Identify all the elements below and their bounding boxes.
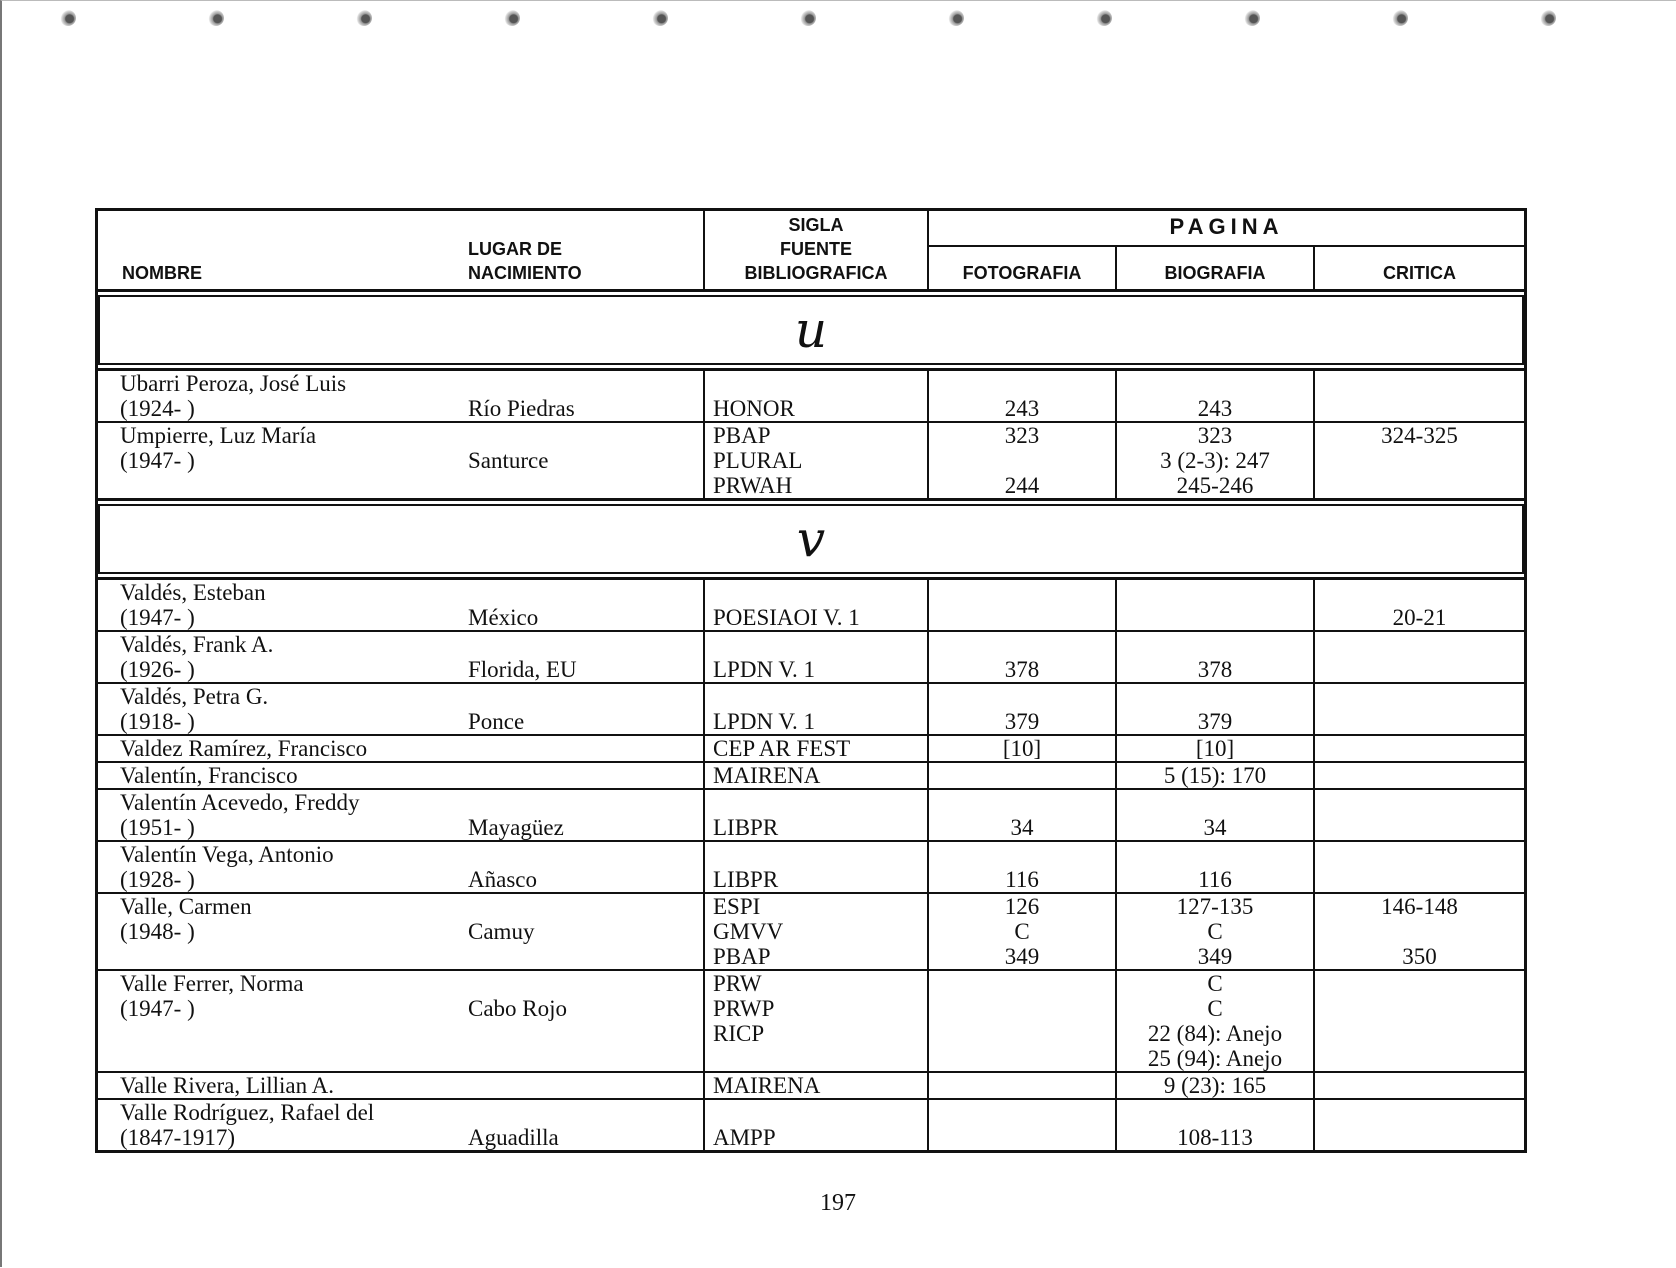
cell-biografia	[1116, 422, 1314, 500]
binder-hole	[652, 10, 668, 26]
cell-line	[120, 1046, 456, 1071]
cell-line: RICP	[713, 1021, 765, 1046]
cell-line	[1319, 632, 1520, 657]
cell-line: PBAP	[713, 944, 771, 969]
cell-fotografia	[928, 735, 1116, 762]
cell-line	[1319, 684, 1520, 709]
cell-nombre	[98, 422, 460, 500]
cell-line	[1319, 971, 1520, 996]
cell-line: C	[1014, 919, 1030, 944]
cell-line	[1319, 580, 1520, 605]
cell-line	[120, 473, 456, 498]
cell-line: 20-21	[1392, 605, 1447, 630]
cell-critica	[1314, 370, 1524, 423]
cell-line: Valdez Ramírez, Francisco	[120, 736, 368, 761]
cell-critica	[1314, 735, 1524, 762]
cell-line	[933, 1125, 1111, 1150]
cell-line: 116	[1198, 867, 1232, 892]
cell-line	[1121, 371, 1309, 396]
cell-line: LPDN V. 1	[713, 657, 816, 682]
cell-sigla	[704, 1099, 928, 1150]
cell-line: 323	[1197, 423, 1233, 448]
cell-sigla	[704, 970, 928, 1072]
cell-line	[468, 1073, 699, 1098]
cell-nombre	[98, 970, 460, 1072]
cell-line	[713, 371, 923, 396]
cell-biografia	[1116, 683, 1314, 735]
cell-line: 5 (15): 170	[1163, 763, 1267, 788]
cell-line	[933, 632, 1111, 657]
cell-critica	[1314, 422, 1524, 500]
cell-line: ESPI	[713, 894, 761, 919]
cell-line: Camuy	[468, 919, 535, 944]
binder-hole	[60, 10, 76, 26]
cell-line	[1319, 396, 1520, 421]
cell-fotografia	[928, 422, 1116, 500]
cell-line: Cabo Rojo	[468, 996, 568, 1021]
cell-line: AMPP	[713, 1125, 776, 1150]
cell-line	[1319, 1100, 1520, 1125]
cell-critica	[1314, 970, 1524, 1072]
cell-line	[1121, 632, 1309, 657]
cell-fotografia	[928, 370, 1116, 423]
table-row	[98, 1099, 1524, 1150]
cell-line: 349	[1197, 944, 1233, 969]
author-index-table	[95, 208, 1527, 1153]
cell-line	[1319, 473, 1520, 498]
cell-critica	[1314, 579, 1524, 632]
cell-line: 349	[1004, 944, 1040, 969]
cell-line	[713, 632, 923, 657]
cell-line: HONOR	[713, 396, 795, 421]
cell-fotografia	[928, 1072, 1116, 1099]
cell-line	[468, 632, 699, 657]
cell-line	[1121, 580, 1309, 605]
cell-line	[933, 448, 1111, 473]
cell-line: 34	[1203, 815, 1227, 840]
table-row	[98, 370, 1524, 423]
section-letter-cell	[98, 291, 1524, 370]
binder-hole	[1096, 10, 1112, 26]
cell-line	[1319, 1125, 1520, 1150]
cell-line	[1319, 1046, 1520, 1071]
cell-biografia	[1116, 893, 1314, 970]
cell-sigla	[704, 422, 928, 500]
cell-nombre	[98, 370, 460, 423]
cell-nombre	[98, 762, 460, 789]
cell-line: 146-148	[1381, 894, 1458, 919]
cell-line: MAIRENA	[713, 763, 821, 788]
cell-line	[468, 736, 699, 761]
header-lugar: LUGAR DE NACIMIENTO	[460, 211, 704, 291]
cell-line: (1951- )	[120, 815, 195, 840]
cell-line: LIBPR	[713, 867, 779, 892]
table-row	[98, 789, 1524, 841]
cell-line: PLURAL	[713, 448, 803, 473]
cell-nombre	[98, 631, 460, 683]
cell-line	[933, 842, 1111, 867]
cell-line: 116	[1005, 867, 1039, 892]
cell-nombre	[98, 789, 460, 841]
cell-line: Valentín, Francisco	[120, 763, 298, 788]
cell-biografia	[1116, 631, 1314, 683]
cell-line: GMVV	[713, 919, 784, 944]
cell-line	[1319, 448, 1520, 473]
cell-line: MAIRENA	[713, 1073, 821, 1098]
cell-sigla	[704, 1072, 928, 1099]
cell-line	[1121, 790, 1309, 815]
cell-line: [10]	[1195, 736, 1235, 761]
cell-sigla	[704, 683, 928, 735]
cell-line: 34	[1010, 815, 1034, 840]
cell-fotografia	[928, 631, 1116, 683]
binder-hole	[800, 10, 816, 26]
cell-lugar	[460, 683, 704, 735]
cell-lugar	[460, 762, 704, 789]
cell-critica	[1314, 893, 1524, 970]
cell-line: Aguadilla	[468, 1125, 559, 1150]
table-row	[98, 631, 1524, 683]
cell-line: LPDN V. 1	[713, 709, 816, 734]
cell-line: C	[1207, 971, 1223, 996]
cell-line	[1319, 736, 1520, 761]
cell-lugar	[460, 893, 704, 970]
cell-line	[1121, 842, 1309, 867]
cell-line: Valle Ferrer, Norma	[120, 971, 304, 996]
cell-sigla	[704, 789, 928, 841]
cell-line: [10]	[1002, 736, 1042, 761]
cell-nombre	[98, 1072, 460, 1099]
cell-line	[468, 580, 699, 605]
table-row	[98, 579, 1524, 632]
cell-line	[713, 1046, 923, 1071]
cell-line	[1121, 684, 1309, 709]
cell-line	[468, 894, 699, 919]
cell-line	[1319, 842, 1520, 867]
cell-line: PBAP	[713, 423, 771, 448]
cell-line	[933, 1100, 1111, 1125]
section-letter-row	[98, 291, 1524, 370]
header-sigla: SIGLA FUENTE BIBLIOGRAFICA	[704, 211, 928, 291]
cell-line	[1319, 371, 1520, 396]
cell-line	[1121, 1100, 1309, 1125]
binder-hole	[356, 10, 372, 26]
cell-line: 350	[1402, 944, 1437, 969]
cell-lugar	[460, 735, 704, 762]
cell-line: Valle, Carmen	[120, 894, 252, 919]
cell-line: C	[1207, 919, 1223, 944]
cell-line: (1926- )	[120, 657, 195, 682]
binder-holes	[60, 10, 1666, 30]
cell-line	[468, 423, 699, 448]
cell-line: Valentín Vega, Antonio	[120, 842, 334, 867]
cell-lugar	[460, 1099, 704, 1150]
cell-line: PRWP	[713, 996, 775, 1021]
header-nombre: NOMBRE	[122, 263, 202, 283]
cell-sigla	[704, 370, 928, 423]
header-pagina: PAGINA	[928, 211, 1524, 246]
table-row	[98, 683, 1524, 735]
section-letter: v	[98, 504, 1524, 574]
cell-line	[1121, 605, 1309, 630]
cell-line	[1319, 657, 1520, 682]
cell-line	[1319, 709, 1520, 734]
cell-line: C	[1207, 996, 1223, 1021]
cell-line	[1319, 763, 1520, 788]
cell-line: 9 (23): 165	[1163, 1073, 1267, 1098]
binder-hole	[504, 10, 520, 26]
cell-line	[1319, 790, 1520, 815]
header-fotografia: FOTOGRAFIA	[928, 246, 1116, 291]
cell-line	[713, 790, 923, 815]
cell-line: CEP AR FEST	[713, 736, 851, 761]
cell-line	[468, 684, 699, 709]
cell-line: 3 (2-3): 247	[1160, 448, 1270, 473]
cell-sigla	[704, 631, 928, 683]
cell-line: PRW	[713, 971, 762, 996]
cell-critica	[1314, 631, 1524, 683]
cell-biografia	[1116, 1072, 1314, 1099]
table-row	[98, 1072, 1524, 1099]
cell-line	[713, 1100, 923, 1125]
cell-line: Ponce	[468, 709, 525, 734]
cell-line: Añasco	[468, 867, 537, 892]
cell-line	[468, 790, 699, 815]
cell-biografia	[1116, 1099, 1314, 1150]
cell-critica	[1314, 1099, 1524, 1150]
cell-line	[933, 684, 1111, 709]
cell-line	[120, 1021, 456, 1046]
cell-sigla	[704, 579, 928, 632]
cell-biografia	[1116, 970, 1314, 1072]
cell-line: Valdés, Esteban	[120, 580, 266, 605]
cell-line	[120, 944, 456, 969]
cell-line: 324-325	[1381, 423, 1458, 448]
cell-line	[1319, 867, 1520, 892]
cell-nombre	[98, 893, 460, 970]
table-row	[98, 422, 1524, 500]
cell-line: (1924- )	[120, 396, 195, 421]
cell-lugar	[460, 422, 704, 500]
cell-line	[933, 996, 1111, 1021]
cell-line: Valle Rivera, Lillian A.	[120, 1073, 334, 1098]
cell-line: Valentín Acevedo, Freddy	[120, 790, 360, 815]
cell-line: 243	[1004, 396, 1040, 421]
cell-fotografia	[928, 1099, 1116, 1150]
cell-line: 25 (94): Anejo	[1147, 1046, 1283, 1071]
cell-fotografia	[928, 893, 1116, 970]
cell-line: Mayagüez	[468, 815, 564, 840]
binder-hole	[1540, 10, 1556, 26]
section-letter: u	[98, 295, 1524, 365]
cell-line	[468, 842, 699, 867]
cell-line: Valdés, Frank A.	[120, 632, 274, 657]
cell-line	[713, 842, 923, 867]
page-number: 197	[820, 1190, 856, 1216]
cell-line	[933, 580, 1111, 605]
cell-line: Valle Rodríguez, Rafael del	[120, 1100, 375, 1125]
cell-biografia	[1116, 579, 1314, 632]
cell-line	[468, 944, 699, 969]
cell-line	[933, 605, 1111, 630]
cell-line	[933, 371, 1111, 396]
cell-critica	[1314, 683, 1524, 735]
cell-sigla	[704, 841, 928, 893]
cell-line: Río Piedras	[468, 396, 575, 421]
cell-line	[1319, 815, 1520, 840]
cell-line: (1928- )	[120, 867, 195, 892]
cell-fotografia	[928, 579, 1116, 632]
header-biografia: BIOGRAFIA	[1116, 246, 1314, 291]
cell-lugar	[460, 370, 704, 423]
cell-critica	[1314, 1072, 1524, 1099]
cell-lugar	[460, 841, 704, 893]
cell-line: 378	[1004, 657, 1040, 682]
section-letter-row	[98, 500, 1524, 579]
cell-line: 108-113	[1177, 1125, 1253, 1150]
cell-critica	[1314, 841, 1524, 893]
cell-line	[933, 1046, 1111, 1071]
section-letter-cell	[98, 500, 1524, 579]
cell-line	[713, 684, 923, 709]
cell-line	[1319, 919, 1520, 944]
cell-line	[468, 473, 699, 498]
cell-line: 22 (84): Anejo	[1147, 1021, 1283, 1046]
table-body	[98, 291, 1524, 1151]
cell-line: (1947- )	[120, 996, 195, 1021]
cell-line	[1319, 996, 1520, 1021]
cell-line: 244	[1004, 473, 1040, 498]
cell-lugar	[460, 789, 704, 841]
cell-line: Ubarri Peroza, José Luis	[120, 371, 347, 396]
cell-lugar	[460, 1072, 704, 1099]
cell-line	[468, 763, 699, 788]
cell-nombre	[98, 841, 460, 893]
cell-line: 127-135	[1176, 894, 1254, 919]
cell-line: Florida, EU	[468, 657, 577, 682]
table-row	[98, 762, 1524, 789]
cell-lugar	[460, 579, 704, 632]
cell-line: POESIAOI V. 1	[713, 605, 860, 630]
cell-sigla	[704, 762, 928, 789]
header-critica: CRITICA	[1383, 263, 1457, 283]
cell-line	[468, 1021, 699, 1046]
cell-line: Santurce	[468, 448, 549, 473]
binder-hole	[208, 10, 224, 26]
cell-line	[933, 1021, 1111, 1046]
cell-line: LIBPR	[713, 815, 779, 840]
binder-hole	[948, 10, 964, 26]
cell-line	[1319, 1021, 1520, 1046]
cell-fotografia	[928, 683, 1116, 735]
cell-line: 243	[1197, 396, 1233, 421]
cell-line: México	[468, 605, 539, 630]
cell-line: 323	[1004, 423, 1040, 448]
cell-nombre	[98, 735, 460, 762]
cell-line: 245-246	[1176, 473, 1254, 498]
cell-fotografia	[928, 762, 1116, 789]
cell-fotografia	[928, 970, 1116, 1072]
table-row	[98, 970, 1524, 1072]
cell-sigla	[704, 893, 928, 970]
cell-biografia	[1116, 841, 1314, 893]
cell-line: 378	[1197, 657, 1233, 682]
cell-line: (1918- )	[120, 709, 195, 734]
cell-lugar	[460, 631, 704, 683]
cell-line: PRWAH	[713, 473, 793, 498]
cell-line: 379	[1004, 709, 1040, 734]
cell-line: 379	[1197, 709, 1233, 734]
cell-nombre	[98, 579, 460, 632]
cell-line	[468, 371, 699, 396]
cell-line	[713, 580, 923, 605]
cell-line	[933, 763, 1111, 788]
cell-line	[933, 1073, 1111, 1098]
cell-line	[468, 1046, 699, 1071]
cell-biografia	[1116, 735, 1314, 762]
cell-line: (1947- )	[120, 605, 195, 630]
cell-line	[933, 971, 1111, 996]
cell-line	[468, 971, 699, 996]
cell-line	[1319, 1073, 1520, 1098]
cell-sigla	[704, 735, 928, 762]
table-row	[98, 893, 1524, 970]
cell-line: 126	[1004, 894, 1040, 919]
cell-line	[468, 1100, 699, 1125]
cell-lugar	[460, 970, 704, 1072]
table-row	[98, 735, 1524, 762]
cell-critica	[1314, 762, 1524, 789]
cell-line: (1948- )	[120, 919, 195, 944]
cell-line: (1947- )	[120, 448, 195, 473]
cell-fotografia	[928, 789, 1116, 841]
table-header	[98, 211, 1524, 291]
cell-line: Valdés, Petra G.	[120, 684, 269, 709]
cell-line: Umpierre, Luz María	[120, 423, 317, 448]
cell-fotografia	[928, 841, 1116, 893]
cell-nombre	[98, 1099, 460, 1150]
cell-line	[933, 790, 1111, 815]
cell-biografia	[1116, 789, 1314, 841]
cell-nombre	[98, 683, 460, 735]
table-row	[98, 841, 1524, 893]
cell-biografia	[1116, 762, 1314, 789]
cell-critica	[1314, 789, 1524, 841]
binder-hole	[1244, 10, 1260, 26]
cell-line: (1847-1917)	[120, 1125, 235, 1150]
binder-hole	[1392, 10, 1408, 26]
cell-biografia	[1116, 370, 1314, 423]
